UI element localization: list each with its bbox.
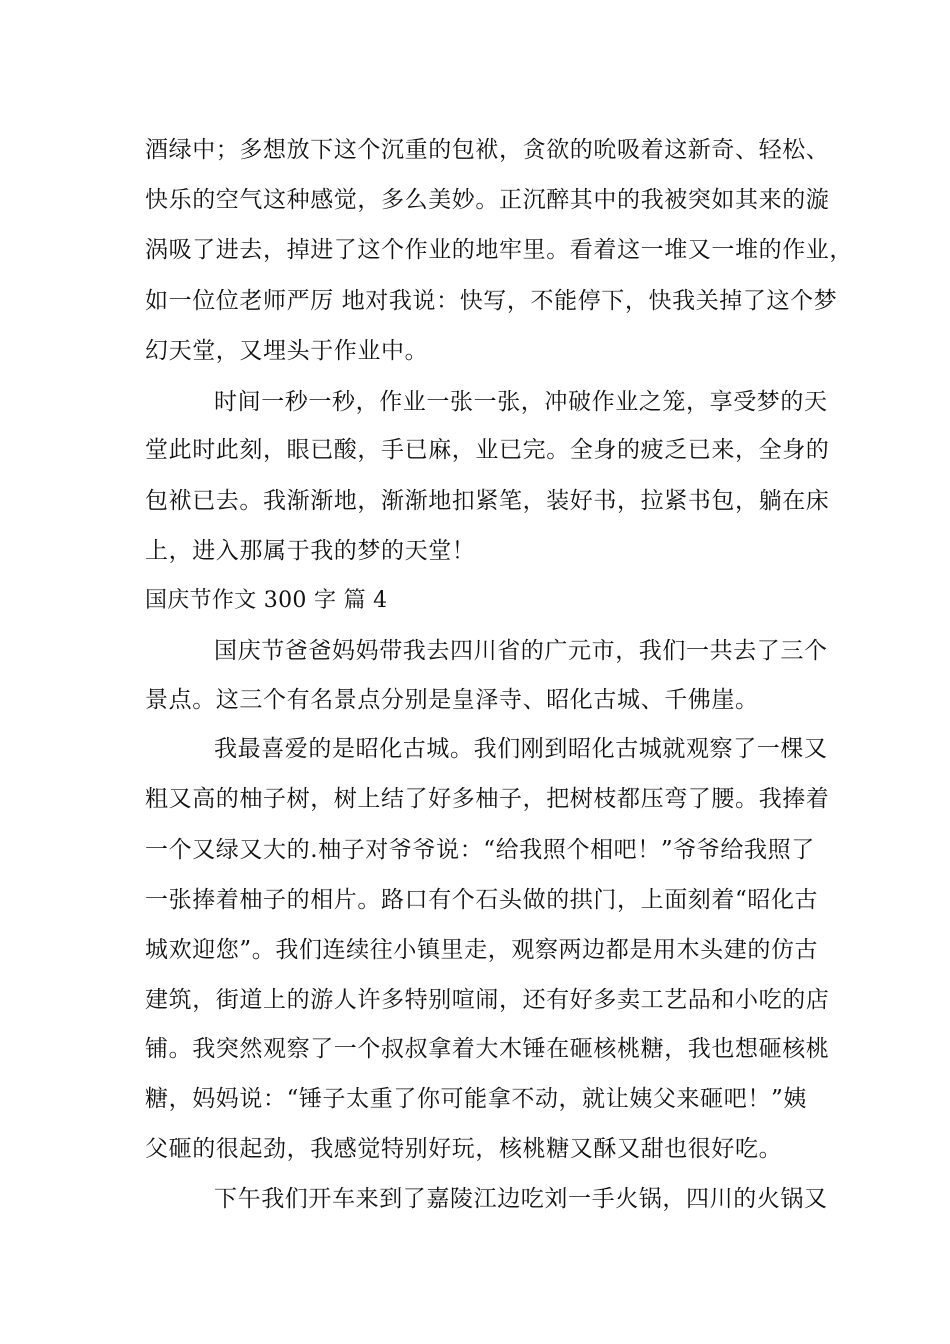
paragraph-line: 一个又绿又大的.柚子对爷爷说：“给我照个相吧！”爷爷给我照了: [145, 837, 815, 863]
paragraph-line: 景点。这三个有名景点分别是皇泽寺、昭化古城、千佛崖。: [145, 687, 759, 713]
paragraph-line: 铺。我突然观察了一个叔叔拿着大木锤在砸核桃糖，我也想砸核桃: [145, 1036, 830, 1062]
paragraph-line: 涡吸了进去，掉进了这个作业的地牢里。看着这一堆又一堆的作业，: [145, 237, 853, 263]
paragraph-line: 下午我们开车来到了嘉陵江边吃刘一手火锅，四川的火锅又: [214, 1186, 828, 1212]
paragraph-line: 包袱已去。我渐渐地，渐渐地扣紧笔，装好书，拉紧书包，躺在床: [145, 488, 830, 514]
paragraph-line: 上，进入那属于我的梦的天堂！: [145, 538, 476, 564]
paragraph-line: 幻天堂，又埋头于作业中。: [145, 338, 429, 364]
paragraph-line: 酒绿中；多想放下这个沉重的包袱，贪欲的吮吸着这新奇、轻松、: [145, 137, 830, 163]
paragraph-line: 建筑，街道上的游人许多特别喧闹，还有好多卖工艺品和小吃的店: [145, 987, 830, 1013]
paragraph-line: 城欢迎您”。我们连续往小镇里走，观察两边都是用木头建的仿古: [145, 937, 819, 963]
section-heading: 国庆节作文 300 字 篇 4: [145, 588, 388, 613]
paragraph-line: 一张捧着柚子的相片。路口有个石头做的拱门，上面刻着“昭化古: [145, 887, 819, 913]
paragraph-line: 时间一秒一秒，作业一张一张，冲破作业之笼，享受梦的天: [214, 389, 828, 415]
paragraph-line: 快乐的空气这种感觉，多么美妙。正沉醉其中的我被突如其来的漩: [145, 187, 830, 213]
paragraph-line: 国庆节爸爸妈妈带我去四川省的广元市，我们一共去了三个: [214, 638, 828, 664]
paragraph-line: 粗又高的柚子树，树上结了好多柚子，把树枝都压弯了腰。我捧着: [145, 786, 830, 812]
paragraph-line: 父砸的很起劲，我感觉特别好玩，核桃糖又酥又甜也很好吃。: [145, 1136, 783, 1162]
paragraph-line: 如一位位老师严厉 地对我说：快写，不能停下，快我关掉了这个梦: [145, 288, 838, 314]
paragraph-line: 糖，妈妈说：“锤子太重了你可能拿不动，就让姨父来砸吧！”姨: [145, 1086, 807, 1112]
paragraph-line: 我最喜爱的是昭化古城。我们刚到昭化古城就观察了一棵又: [214, 736, 828, 762]
paragraph-line: 堂此时此刻，眼已酸，手已麻，业已完。全身的疲乏已来，全身的: [145, 437, 830, 463]
